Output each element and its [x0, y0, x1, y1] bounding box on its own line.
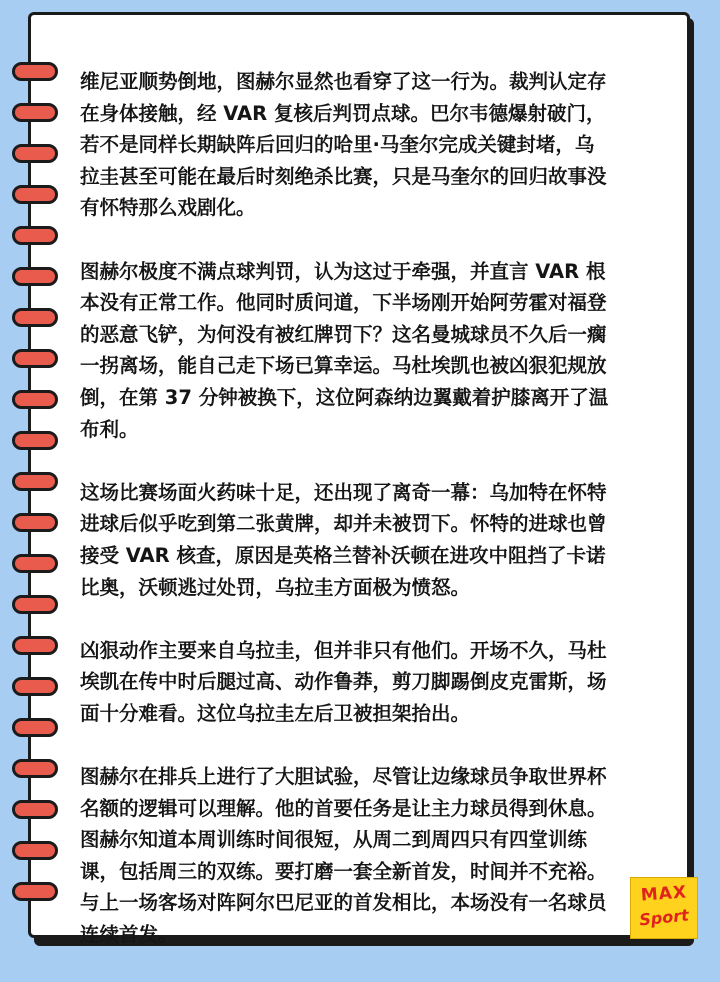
article-body — [80, 66, 680, 982]
paragraph-5: 图赫尔在排兵上进行了大胆试验，尽管让边缘球员争取世界杯 名额的逻辑可以理解。他的首要任务是让主力球员得到休息。 图赫尔知道本周训练时间很短，从周二到周四只有四堂训练 课，包括周三的双练。要打磨一套全新首发，时间并不充裕。 与上一场客场对阵阿尔巴尼亚的首发相比，本场没有一名球员 连续首发。 — [80, 765, 607, 947]
binder-ring — [12, 472, 58, 491]
binder-ring — [12, 513, 58, 532]
binder-ring — [12, 349, 58, 368]
binder-ring — [12, 308, 58, 327]
binder-ring — [12, 800, 58, 819]
logo-text-sport: Sport — [638, 905, 690, 930]
binder-ring — [12, 390, 58, 409]
binder-ring — [12, 636, 58, 655]
binder-ring — [12, 841, 58, 860]
paragraph-3: 这场比赛场面火药味十足，还出现了离奇一幕：乌加特在怀特 进球后似乎吃到第二张黄牌，却并未被罚下。怀特的进球也曾 接受 VAR 核查，原因是英格兰替补沃顿在进攻中阻挡了卡诺 比奥，沃顿逃过处罚，乌拉圭方面极为愤怒。 — [80, 480, 607, 599]
binder-ring — [12, 677, 58, 696]
binder-ring — [12, 226, 58, 245]
binder-ring — [12, 144, 58, 163]
binder-ring — [12, 595, 58, 614]
binder-ring — [12, 185, 58, 204]
binder-ring — [12, 882, 58, 901]
binder-ring — [12, 431, 58, 450]
binder-ring — [12, 267, 58, 286]
binder-ring — [12, 103, 58, 122]
paragraph-4: 凶狠动作主要来自乌拉圭，但并非只有他们。开场不久，马杜 埃凯在传中时后腿过高、动作鲁莽，剪刀脚踢倒皮克雷斯，场 面十分难看。这位乌拉圭左后卫被担架抬出。 — [80, 638, 607, 725]
logo-text-max: MAX — [640, 882, 688, 906]
binder-ring — [12, 62, 58, 81]
paragraph-1: 维尼亚顺势倒地，图赫尔显然也看穿了这一行为。裁判认定存 在身体接触，经 VAR 复核后判罚点球。巴尔韦德爆射破门， 若不是同样长期缺阵后回归的哈里·马奎尔完成关键封堵，乌 拉圭甚至可能在最后时刻绝杀比赛，只是马奎尔的回归故事没 有怀特那么戏剧化。 — [80, 70, 607, 220]
max-sport-logo — [630, 877, 698, 939]
binder-ring — [12, 759, 58, 778]
binder-ring — [12, 718, 58, 737]
paragraph-2: 图赫尔极度不满点球判罚，认为这过于牵强，并直言 VAR 根 本没有正常工作。他同时质问道，下半场刚开始阿劳霍对福登 的恶意飞铲，为何没有被红牌罚下？这名曼城球员不久后一瘸 一拐离场，能自己走下场已算幸运。马杜埃凯也被凶狠犯规放 倒，在第 37 分钟被换下，这位阿森纳边翼戴着护膝离开了温 布利。 — [80, 259, 609, 441]
binder-ring — [12, 554, 58, 573]
